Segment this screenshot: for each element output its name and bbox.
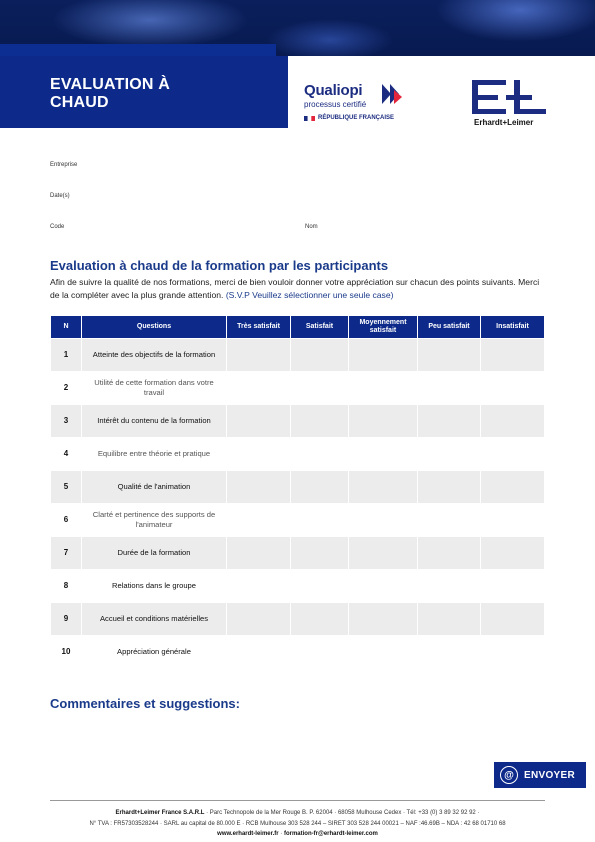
option-satisfait[interactable] bbox=[291, 405, 348, 437]
row-question: Qualité de l'animation bbox=[82, 471, 226, 503]
footer bbox=[40, 808, 555, 840]
option-insatisfait[interactable] bbox=[481, 570, 544, 602]
section-title: Evaluation à chaud de la formation par les participants bbox=[50, 258, 389, 273]
field-dates[interactable]: Date(s) bbox=[50, 193, 70, 199]
row-question: Intérêt du contenu de la formation bbox=[82, 405, 226, 437]
option-moyennement-satisfait[interactable] bbox=[349, 438, 417, 470]
option-moyennement-satisfait[interactable] bbox=[349, 504, 417, 536]
col-header-moyennement-satisfait: Moyennement satisfait bbox=[349, 316, 417, 338]
option-tres-satisfait[interactable] bbox=[227, 603, 290, 635]
option-satisfait[interactable] bbox=[291, 636, 348, 668]
row-question: Accueil et conditions matérielles bbox=[82, 603, 226, 635]
qualiopi-republic: RÉPUBLIQUE FRANÇAISE bbox=[318, 115, 395, 121]
comments-title: Commentaires et suggestions: bbox=[50, 696, 240, 711]
col-header-n: N bbox=[51, 316, 81, 338]
option-moyennement-satisfait[interactable] bbox=[349, 570, 417, 602]
option-insatisfait[interactable] bbox=[481, 339, 544, 371]
qualiopi-arrows-icon bbox=[382, 84, 404, 104]
option-satisfait[interactable] bbox=[291, 504, 348, 536]
table-row bbox=[51, 636, 544, 668]
email-icon: @ bbox=[500, 766, 518, 784]
table-row bbox=[51, 603, 544, 635]
option-insatisfait[interactable] bbox=[481, 438, 544, 470]
row-number: 7 bbox=[51, 537, 81, 569]
col-header-tres-satisfait: Très satisfait bbox=[227, 316, 290, 338]
option-insatisfait[interactable] bbox=[481, 504, 544, 536]
evaluation-table bbox=[50, 315, 545, 669]
option-tres-satisfait[interactable] bbox=[227, 504, 290, 536]
option-peu-satisfait[interactable] bbox=[418, 372, 480, 404]
french-flag-icon bbox=[304, 116, 315, 121]
option-insatisfait[interactable] bbox=[481, 636, 544, 668]
option-insatisfait[interactable] bbox=[481, 405, 544, 437]
option-moyennement-satisfait[interactable] bbox=[349, 339, 417, 371]
footer-address: · Parc Technopole de la Mer Rouge B. P. 62004 · 68058 Mulhouse Cedex · Tél: +33 (0) 3 89 32 92 92 · bbox=[204, 810, 480, 816]
qualiopi-logo bbox=[304, 82, 414, 124]
title-line-2: CHAUD bbox=[50, 94, 109, 111]
option-peu-satisfait[interactable] bbox=[418, 405, 480, 437]
option-tres-satisfait[interactable] bbox=[227, 438, 290, 470]
footer-website[interactable]: www.erhardt-leimer.fr bbox=[217, 831, 279, 837]
option-tres-satisfait[interactable] bbox=[227, 636, 290, 668]
table-row bbox=[51, 570, 544, 602]
row-number: 1 bbox=[51, 339, 81, 371]
option-satisfait[interactable] bbox=[291, 438, 348, 470]
row-number: 4 bbox=[63, 449, 69, 458]
row-number: 8 bbox=[63, 581, 69, 590]
table-row bbox=[51, 504, 544, 536]
row-number: 2 bbox=[63, 383, 69, 392]
table-row bbox=[51, 438, 544, 470]
option-moyennement-satisfait[interactable] bbox=[349, 372, 417, 404]
option-satisfait[interactable] bbox=[291, 372, 348, 404]
field-nom[interactable]: Nom bbox=[305, 224, 318, 230]
option-tres-satisfait[interactable] bbox=[227, 372, 290, 404]
table-row bbox=[51, 405, 544, 437]
option-moyennement-satisfait[interactable] bbox=[349, 636, 417, 668]
footer-separator: · bbox=[278, 831, 284, 837]
row-number: 10 bbox=[61, 647, 71, 656]
option-insatisfait[interactable] bbox=[481, 537, 544, 569]
footer-line-3 bbox=[40, 829, 555, 840]
field-entreprise[interactable]: Entreprise bbox=[50, 162, 78, 168]
option-satisfait[interactable] bbox=[291, 603, 348, 635]
option-insatisfait[interactable] bbox=[481, 471, 544, 503]
option-peu-satisfait[interactable] bbox=[418, 636, 480, 668]
title-line-1: EVALUATION À bbox=[50, 76, 171, 93]
row-question: Clarté et pertinence des supports de l'animateur bbox=[92, 510, 216, 529]
table-row bbox=[51, 537, 544, 569]
table-row bbox=[51, 372, 544, 404]
option-peu-satisfait[interactable] bbox=[418, 471, 480, 503]
option-moyennement-satisfait[interactable] bbox=[349, 471, 417, 503]
row-question: Appréciation générale bbox=[117, 647, 191, 656]
option-satisfait[interactable] bbox=[291, 537, 348, 569]
option-peu-satisfait[interactable] bbox=[418, 603, 480, 635]
option-satisfait[interactable] bbox=[291, 471, 348, 503]
footer-line-2: N° TVA : FR57303528244 · SARL au capital de 80.000 E · RCB Mulhouse 303 528 244 – SIRET 303 528 244 00021 – NAF :46.69B – NDA : 42 68 01710 68 bbox=[89, 820, 506, 827]
option-tres-satisfait[interactable] bbox=[227, 471, 290, 503]
send-button-label: ENVOYER bbox=[524, 769, 576, 781]
col-header-peu-satisfait: Peu satisfait bbox=[418, 316, 480, 338]
row-number: 9 bbox=[51, 603, 81, 635]
footer-line-1 bbox=[40, 808, 555, 819]
col-header-satisfait: Satisfait bbox=[291, 316, 348, 338]
option-tres-satisfait[interactable] bbox=[227, 405, 290, 437]
document-title bbox=[50, 76, 250, 112]
row-question: Atteinte des objectifs de la formation bbox=[82, 339, 226, 371]
selection-hint: (S.V.P Veuillez sélectionner une seule case) bbox=[225, 290, 394, 300]
option-peu-satisfait[interactable] bbox=[418, 504, 480, 536]
option-satisfait[interactable] bbox=[291, 570, 348, 602]
footer-divider bbox=[50, 800, 545, 801]
row-number: 3 bbox=[51, 405, 81, 437]
option-moyennement-satisfait[interactable] bbox=[349, 537, 417, 569]
option-insatisfait[interactable] bbox=[481, 603, 544, 635]
qualiopi-name: Qualiopi bbox=[304, 82, 363, 99]
table-row bbox=[51, 471, 544, 503]
option-peu-satisfait[interactable] bbox=[418, 438, 480, 470]
intro-paragraph: Afin de suivre la qualité de nos formations, merci de bien vouloir donner votre appréciation sur chacun des points suivants. Merci de la compléter avec la plus grande attention. bbox=[50, 277, 540, 300]
row-question: Utilité de cette formation dans votre travail bbox=[94, 378, 214, 397]
company-logo-text: Erhardt+Leimer bbox=[474, 118, 534, 127]
option-peu-satisfait[interactable] bbox=[418, 339, 480, 371]
option-tres-satisfait[interactable] bbox=[227, 570, 290, 602]
intro-text bbox=[50, 276, 550, 302]
row-question: Durée de la formation bbox=[82, 537, 226, 569]
qualiopi-subtitle: processus certifié bbox=[304, 100, 367, 109]
row-question: Relations dans le groupe bbox=[111, 581, 196, 590]
option-moyennement-satisfait[interactable] bbox=[349, 603, 417, 635]
send-button[interactable] bbox=[494, 762, 586, 788]
option-peu-satisfait[interactable] bbox=[418, 537, 480, 569]
footer-email[interactable]: formation-fr@erhardt-leimer.com bbox=[283, 831, 378, 837]
footer-company: Erhardt+Leimer France S.A.R.L bbox=[115, 810, 205, 816]
option-satisfait[interactable] bbox=[291, 339, 348, 371]
col-header-insatisfait: Insatisfait bbox=[481, 316, 544, 338]
row-question: Equilibre entre théorie et pratique bbox=[97, 449, 211, 458]
option-peu-satisfait[interactable] bbox=[418, 570, 480, 602]
option-moyennement-satisfait[interactable] bbox=[349, 405, 417, 437]
row-number: 6 bbox=[63, 515, 69, 524]
table-header-row bbox=[51, 316, 544, 338]
option-tres-satisfait[interactable] bbox=[227, 537, 290, 569]
row-number: 5 bbox=[51, 471, 81, 503]
col-header-questions: Questions bbox=[82, 316, 226, 338]
table-row bbox=[51, 339, 544, 371]
option-insatisfait[interactable] bbox=[481, 372, 544, 404]
field-code[interactable]: Code bbox=[50, 224, 65, 230]
option-tres-satisfait[interactable] bbox=[227, 339, 290, 371]
